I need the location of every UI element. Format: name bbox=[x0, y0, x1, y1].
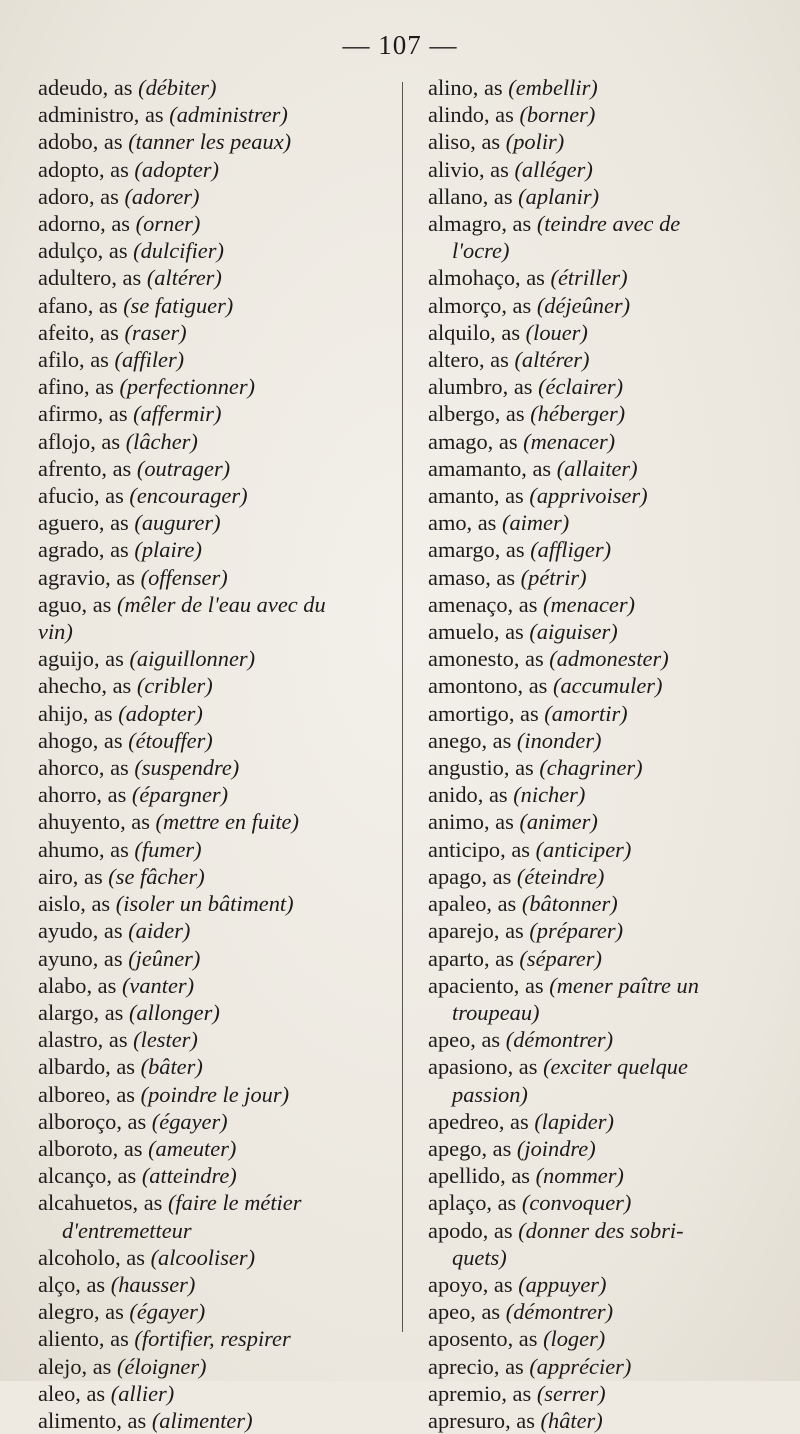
entry-translation: (lester) bbox=[133, 1027, 198, 1053]
entry-translation: (polir) bbox=[505, 129, 565, 155]
entry-translation: (allier) bbox=[110, 1380, 175, 1406]
entry-word: amuelo, as bbox=[428, 619, 524, 645]
entry-translation: (apprécier) bbox=[529, 1353, 632, 1379]
entry-continuation bbox=[428, 999, 778, 1026]
entry-word: animo, as bbox=[428, 809, 514, 835]
entry-translation: (mener paître un bbox=[549, 972, 699, 998]
dictionary-entry bbox=[38, 1053, 393, 1080]
dictionary-entry bbox=[428, 1353, 778, 1380]
entry-translation: troupeau) bbox=[452, 999, 540, 1025]
dictionary-entry bbox=[38, 264, 393, 291]
entry-translation: (égayer) bbox=[151, 1108, 228, 1134]
entry-translation: (mêler de l'eau avec du bbox=[116, 591, 326, 617]
entry-continuation bbox=[428, 1081, 778, 1108]
entry-translation: (étriller) bbox=[550, 265, 628, 291]
entry-word: alabo, as bbox=[38, 972, 117, 998]
dictionary-entry bbox=[428, 373, 778, 400]
entry-word: alargo, as bbox=[38, 999, 124, 1025]
entry-word: alcoholo, as bbox=[38, 1244, 145, 1270]
dictionary-entry bbox=[428, 101, 778, 128]
right-column bbox=[428, 74, 778, 1434]
entry-translation: l'ocre) bbox=[452, 238, 510, 264]
entry-word: agravio, as bbox=[38, 564, 135, 590]
dictionary-entry bbox=[428, 1189, 778, 1216]
entry-word: afucio, as bbox=[38, 483, 124, 509]
entry-word: amontono, as bbox=[428, 673, 548, 699]
entry-translation: (déjeûner) bbox=[536, 292, 631, 318]
entry-word: afilo, as bbox=[38, 347, 109, 373]
entry-word: alivio, as bbox=[428, 156, 509, 182]
entry-translation: (fortifier, respirer bbox=[134, 1326, 291, 1352]
dictionary-entry bbox=[428, 564, 778, 591]
dictionary-entry bbox=[428, 1407, 778, 1434]
entry-translation: (animer) bbox=[519, 809, 598, 835]
entry-translation: (aider) bbox=[128, 918, 191, 944]
entry-translation: (allonger) bbox=[129, 999, 220, 1025]
entry-word: amanto, as bbox=[428, 483, 524, 509]
entry-word: apoyo, as bbox=[428, 1271, 513, 1297]
entry-word: apaleo, as bbox=[428, 891, 517, 917]
dictionary-entry bbox=[38, 1135, 393, 1162]
dictionary-entry bbox=[428, 591, 778, 618]
entry-word: afino, as bbox=[38, 374, 114, 400]
entry-continuation bbox=[38, 1217, 393, 1244]
entry-word: ahorco, as bbox=[38, 755, 129, 781]
entry-word: alcanço, as bbox=[38, 1163, 137, 1189]
dictionary-entry bbox=[38, 183, 393, 210]
dictionary-entry bbox=[38, 917, 393, 944]
entry-word: anego, as bbox=[428, 727, 512, 753]
entry-word: ahogo, as bbox=[38, 727, 123, 753]
entry-word: alino, as bbox=[428, 75, 503, 100]
entry-translation: (encourager) bbox=[129, 483, 248, 509]
entry-word: aguero, as bbox=[38, 510, 129, 536]
entry-translation: (plaire) bbox=[134, 537, 202, 563]
dictionary-entry bbox=[428, 645, 778, 672]
entry-translation: (aplanir) bbox=[518, 183, 600, 209]
entry-word: amaso, as bbox=[428, 564, 516, 590]
dictionary-entry bbox=[38, 1298, 393, 1325]
entry-translation: (adorer) bbox=[124, 183, 200, 209]
entry-translation: (lâcher) bbox=[125, 428, 198, 454]
dictionary-entry bbox=[38, 128, 393, 155]
entry-translation: (hausser) bbox=[110, 1271, 196, 1297]
entry-translation: (administrer) bbox=[169, 102, 288, 128]
entry-word: apaciento, as bbox=[428, 972, 544, 998]
dictionary-entry bbox=[428, 74, 778, 101]
dictionary-entry bbox=[38, 890, 393, 917]
dictionary-entry bbox=[38, 591, 393, 618]
entry-word: ahumo, as bbox=[38, 836, 129, 862]
entry-translation: (serrer) bbox=[536, 1380, 606, 1406]
dictionary-entry bbox=[38, 1108, 393, 1135]
entry-translation: (donner des sobri- bbox=[518, 1217, 684, 1243]
entry-word: ayuno, as bbox=[38, 945, 123, 971]
dictionary-entry bbox=[38, 1026, 393, 1053]
dictionary-entry bbox=[38, 808, 393, 835]
entry-word: alastro, as bbox=[38, 1027, 128, 1053]
entry-word: apellido, as bbox=[428, 1163, 530, 1189]
entry-translation: (affliger) bbox=[530, 537, 612, 563]
entry-translation: (adopter) bbox=[134, 156, 219, 182]
entry-word: afrento, as bbox=[38, 455, 132, 481]
dictionary-entry bbox=[38, 672, 393, 699]
dictionary-entry bbox=[428, 264, 778, 291]
entry-word: apeo, as bbox=[428, 1299, 501, 1325]
entry-word: albardo, as bbox=[38, 1054, 135, 1080]
entry-translation: (démontrer) bbox=[505, 1299, 614, 1325]
entry-word: adobo, as bbox=[38, 129, 123, 155]
entry-translation: (nommer) bbox=[535, 1163, 624, 1189]
dictionary-entry bbox=[428, 128, 778, 155]
dictionary-entry bbox=[38, 999, 393, 1026]
entry-word: apeo, as bbox=[428, 1027, 501, 1053]
dictionary-entry bbox=[428, 1380, 778, 1407]
entry-translation: (bâter) bbox=[140, 1054, 203, 1080]
dictionary-entry bbox=[428, 808, 778, 835]
dictionary-entry bbox=[38, 1081, 393, 1108]
entry-continuation bbox=[38, 618, 393, 645]
entry-word: allano, as bbox=[428, 183, 513, 209]
entry-word: apodo, as bbox=[428, 1217, 513, 1243]
entry-word: amenaço, as bbox=[428, 591, 538, 617]
entry-translation: passion) bbox=[452, 1081, 528, 1107]
dictionary-entry bbox=[428, 945, 778, 972]
dictionary-entry bbox=[38, 536, 393, 563]
dictionary-entry bbox=[428, 319, 778, 346]
dictionary-entry bbox=[38, 74, 393, 101]
dictionary-entry bbox=[428, 863, 778, 890]
entry-translation: (teindre avec de bbox=[536, 211, 681, 237]
entry-word: amamanto, as bbox=[428, 455, 552, 481]
entry-word: alboroço, as bbox=[38, 1108, 147, 1134]
entry-translation: (adopter) bbox=[118, 700, 203, 726]
dictionary-entry bbox=[38, 1162, 393, 1189]
entry-word: alço, as bbox=[38, 1271, 106, 1297]
entry-translation: (se fatiguer) bbox=[123, 292, 234, 318]
dictionary-entry bbox=[428, 1162, 778, 1189]
dictionary-entry bbox=[428, 1217, 778, 1244]
entry-translation: (appuyer) bbox=[518, 1271, 607, 1297]
entry-word: alquilo, as bbox=[428, 319, 521, 345]
entry-word: aposento, as bbox=[428, 1326, 538, 1352]
dictionary-entry bbox=[428, 1325, 778, 1352]
dictionary-entry bbox=[38, 945, 393, 972]
dictionary-entry bbox=[38, 564, 393, 591]
entry-word: almohaço, as bbox=[428, 265, 545, 291]
dictionary-entry bbox=[428, 917, 778, 944]
entry-word: apedreo, as bbox=[428, 1108, 529, 1134]
dictionary-entry bbox=[428, 1298, 778, 1325]
entry-translation: (accumuler) bbox=[553, 673, 663, 699]
entry-word: angustio, as bbox=[428, 755, 534, 781]
entry-translation: (pétrir) bbox=[520, 564, 587, 590]
dictionary-entry bbox=[428, 672, 778, 699]
entry-word: albergo, as bbox=[428, 401, 525, 427]
entry-word: aparto, as bbox=[428, 945, 514, 971]
page-number: — 107 — bbox=[342, 30, 458, 60]
entry-word: apasiono, as bbox=[428, 1054, 538, 1080]
dictionary-entry bbox=[38, 972, 393, 999]
dictionary-entry bbox=[428, 346, 778, 373]
entry-word: amargo, as bbox=[428, 537, 525, 563]
entry-translation: (ameuter) bbox=[148, 1135, 237, 1161]
entry-translation: (altérer) bbox=[146, 265, 222, 291]
entry-word: aliso, as bbox=[428, 129, 501, 155]
dictionary-entry bbox=[38, 156, 393, 183]
entry-word: alumbro, as bbox=[428, 374, 533, 400]
entry-translation: (exciter quelque bbox=[543, 1054, 688, 1080]
entry-translation: (lapider) bbox=[534, 1108, 614, 1134]
dictionary-entry bbox=[428, 1271, 778, 1298]
dictionary-entry bbox=[428, 700, 778, 727]
entry-translation: (débiter) bbox=[138, 75, 217, 100]
entry-translation: (aiguillonner) bbox=[129, 646, 256, 672]
entry-translation: (étouffer) bbox=[128, 727, 213, 753]
entry-translation: (apprivoiser) bbox=[529, 483, 648, 509]
dictionary-entry bbox=[38, 210, 393, 237]
entry-translation: (offenser) bbox=[140, 564, 228, 590]
entry-translation: (éteindre) bbox=[516, 863, 605, 889]
dictionary-entry bbox=[428, 156, 778, 183]
entry-word: afeito, as bbox=[38, 319, 119, 345]
entry-word: altero, as bbox=[428, 347, 509, 373]
dictionary-entry bbox=[428, 536, 778, 563]
entry-translation: (embellir) bbox=[508, 75, 598, 100]
entry-translation: (nicher) bbox=[513, 782, 586, 808]
entry-word: afirmo, as bbox=[38, 401, 128, 427]
dictionary-entry bbox=[38, 482, 393, 509]
entry-translation: (séparer) bbox=[519, 945, 602, 971]
dictionary-entry bbox=[38, 863, 393, 890]
dictionary-entry bbox=[38, 373, 393, 400]
entry-translation: (raser) bbox=[124, 319, 187, 345]
entry-translation: vin) bbox=[38, 619, 73, 645]
entry-word: aliento, as bbox=[38, 1326, 129, 1352]
dictionary-entry bbox=[38, 237, 393, 264]
entry-word: anido, as bbox=[428, 782, 508, 808]
entry-word: amortigo, as bbox=[428, 700, 539, 726]
dictionary-entry bbox=[38, 1380, 393, 1407]
dictionary-entry bbox=[38, 700, 393, 727]
entry-translation: (admonester) bbox=[549, 646, 669, 672]
entry-continuation bbox=[428, 1244, 778, 1271]
entry-translation: (aiguiser) bbox=[529, 619, 618, 645]
entry-translation: (bâtonner) bbox=[521, 891, 618, 917]
entry-translation: (altérer) bbox=[514, 347, 590, 373]
entry-word: adeudo, as bbox=[38, 75, 133, 100]
entry-word: amo, as bbox=[428, 510, 497, 536]
dictionary-entry bbox=[428, 754, 778, 781]
entry-word: apago, as bbox=[428, 863, 512, 889]
entry-translation: (affiler) bbox=[114, 347, 185, 373]
entry-word: agrado, as bbox=[38, 537, 129, 563]
entry-translation: (vanter) bbox=[121, 972, 195, 998]
dictionary-entry bbox=[428, 781, 778, 808]
entry-word: aleo, as bbox=[38, 1380, 106, 1406]
entry-translation: (inonder) bbox=[516, 727, 602, 753]
entry-word: airo, as bbox=[38, 863, 103, 889]
dictionary-entry bbox=[38, 1189, 393, 1216]
entry-translation: (allaiter) bbox=[556, 455, 638, 481]
column-divider bbox=[402, 82, 403, 1332]
dictionary-entry bbox=[428, 890, 778, 917]
entry-translation: (joindre) bbox=[516, 1135, 596, 1161]
entry-translation: (menacer) bbox=[543, 591, 636, 617]
entry-translation: (tanner les peaux) bbox=[128, 129, 292, 155]
entry-translation: (perfectionner) bbox=[119, 374, 256, 400]
dictionary-entry bbox=[38, 346, 393, 373]
dictionary-entry bbox=[38, 1407, 393, 1434]
entry-word: ahorro, as bbox=[38, 782, 127, 808]
entry-translation: (amortir) bbox=[544, 700, 628, 726]
dictionary-entry bbox=[38, 428, 393, 455]
dictionary-entry bbox=[428, 292, 778, 319]
entry-word: aprecio, as bbox=[428, 1353, 524, 1379]
dictionary-entry bbox=[428, 836, 778, 863]
entry-translation: (isoler un bâtiment) bbox=[115, 891, 294, 917]
entry-word: aparejo, as bbox=[428, 918, 524, 944]
entry-translation: (louer) bbox=[525, 319, 588, 345]
entry-word: adulço, as bbox=[38, 238, 128, 264]
entry-translation: (augurer) bbox=[134, 510, 221, 536]
entry-translation: (dulcifier) bbox=[133, 238, 224, 264]
entry-translation: (démontrer) bbox=[505, 1027, 614, 1053]
dictionary-entry bbox=[428, 1108, 778, 1135]
entry-translation: (cribler) bbox=[136, 673, 213, 699]
dictionary-entry bbox=[38, 1325, 393, 1352]
dictionary-entry bbox=[428, 618, 778, 645]
dictionary-entry bbox=[428, 455, 778, 482]
entry-word: apremio, as bbox=[428, 1380, 532, 1406]
entry-translation: (jeûner) bbox=[128, 945, 201, 971]
entry-translation: (éclairer) bbox=[538, 374, 624, 400]
entry-translation: (épargner) bbox=[131, 782, 229, 808]
dictionary-entry bbox=[38, 1271, 393, 1298]
entry-word: ahijo, as bbox=[38, 700, 113, 726]
dictionary-entry bbox=[428, 428, 778, 455]
dictionary-entry bbox=[428, 509, 778, 536]
dictionary-entry bbox=[428, 1135, 778, 1162]
entry-word: alejo, as bbox=[38, 1353, 112, 1379]
dictionary-entry bbox=[38, 836, 393, 863]
dictionary-entry bbox=[38, 319, 393, 346]
entry-word: alboroto, as bbox=[38, 1135, 143, 1161]
entry-translation: (alléger) bbox=[514, 156, 593, 182]
entry-word: almorço, as bbox=[428, 292, 532, 318]
entry-translation: (poindre le jour) bbox=[140, 1081, 290, 1107]
entry-translation: (anticiper) bbox=[535, 836, 632, 862]
entry-word: aplaço, as bbox=[428, 1190, 517, 1216]
entry-word: adultero, as bbox=[38, 265, 142, 291]
entry-translation: (héberger) bbox=[530, 401, 626, 427]
dictionary-entry bbox=[38, 509, 393, 536]
entry-word: aguo, as bbox=[38, 591, 112, 617]
entry-word: adoro, as bbox=[38, 183, 119, 209]
dictionary-entry bbox=[38, 400, 393, 427]
dictionary-entry bbox=[428, 400, 778, 427]
entry-translation: (mettre en fuite) bbox=[155, 809, 299, 835]
entry-word: adorno, as bbox=[38, 211, 131, 237]
dictionary-entry bbox=[428, 482, 778, 509]
dictionary-entry bbox=[38, 292, 393, 319]
dictionary-entry bbox=[38, 101, 393, 128]
entry-word: alcahuetos, as bbox=[38, 1190, 163, 1216]
entry-translation: (outrager) bbox=[136, 455, 231, 481]
entry-word: amago, as bbox=[428, 428, 518, 454]
entry-translation: (atteindre) bbox=[141, 1163, 237, 1189]
dictionary-entry bbox=[428, 183, 778, 210]
dictionary-entry bbox=[38, 1244, 393, 1271]
entry-word: apego, as bbox=[428, 1135, 512, 1161]
entry-word: adopto, as bbox=[38, 156, 129, 182]
entry-word: almagro, as bbox=[428, 211, 532, 237]
entry-word: alegro, as bbox=[38, 1299, 124, 1325]
dictionary-entry bbox=[38, 754, 393, 781]
entry-word: ahecho, as bbox=[38, 673, 132, 699]
entry-translation: d'entremetteur bbox=[62, 1217, 192, 1243]
entry-translation: quets) bbox=[452, 1244, 507, 1270]
dictionary-entry bbox=[38, 781, 393, 808]
entry-word: amonesto, as bbox=[428, 646, 544, 672]
entry-translation: (menacer) bbox=[523, 428, 616, 454]
entry-translation: (convoquer) bbox=[521, 1190, 632, 1216]
entry-translation: (orner) bbox=[135, 211, 201, 237]
dictionary-entry bbox=[428, 727, 778, 754]
entry-word: alimento, as bbox=[38, 1407, 147, 1433]
entry-word: aislo, as bbox=[38, 891, 111, 917]
entry-translation: (borner) bbox=[519, 102, 596, 128]
dictionary-entry bbox=[38, 455, 393, 482]
entry-word: aflojo, as bbox=[38, 428, 121, 454]
entry-translation: (loger) bbox=[543, 1326, 606, 1352]
dictionary-entry bbox=[428, 972, 778, 999]
entry-word: administro, as bbox=[38, 102, 164, 128]
dictionary-entry bbox=[38, 645, 393, 672]
entry-translation: (affermir) bbox=[133, 401, 222, 427]
entry-translation: (suspendre) bbox=[134, 755, 240, 781]
entry-word: alboreo, as bbox=[38, 1081, 135, 1107]
entry-translation: (se fâcher) bbox=[108, 863, 205, 889]
entry-word: apresuro, as bbox=[428, 1407, 535, 1433]
entry-word: aguijo, as bbox=[38, 646, 124, 672]
entry-translation: (alcooliser) bbox=[150, 1244, 256, 1270]
entry-continuation bbox=[428, 237, 778, 264]
entry-translation: (alimenter) bbox=[151, 1407, 253, 1433]
entry-word: anticipo, as bbox=[428, 836, 530, 862]
left-column bbox=[38, 74, 393, 1434]
dictionary-entry bbox=[428, 210, 778, 237]
dictionary-entry bbox=[428, 1026, 778, 1053]
entry-word: afano, as bbox=[38, 292, 118, 318]
entry-translation: (faire le métier bbox=[167, 1190, 302, 1216]
entry-translation: (égayer) bbox=[129, 1299, 206, 1325]
entry-translation: (hâter) bbox=[540, 1407, 603, 1433]
entry-word: ahuyento, as bbox=[38, 809, 150, 835]
dictionary-entry bbox=[38, 727, 393, 754]
entry-translation: (aimer) bbox=[502, 510, 570, 536]
entry-word: alindo, as bbox=[428, 102, 514, 128]
entry-translation: (éloigner) bbox=[116, 1353, 207, 1379]
entry-translation: (chagriner) bbox=[539, 755, 643, 781]
entry-word: ayudo, as bbox=[38, 918, 123, 944]
entry-translation: (préparer) bbox=[529, 918, 624, 944]
entry-translation: (fumer) bbox=[134, 836, 202, 862]
dictionary-entry bbox=[38, 1353, 393, 1380]
dictionary-entry bbox=[428, 1053, 778, 1080]
